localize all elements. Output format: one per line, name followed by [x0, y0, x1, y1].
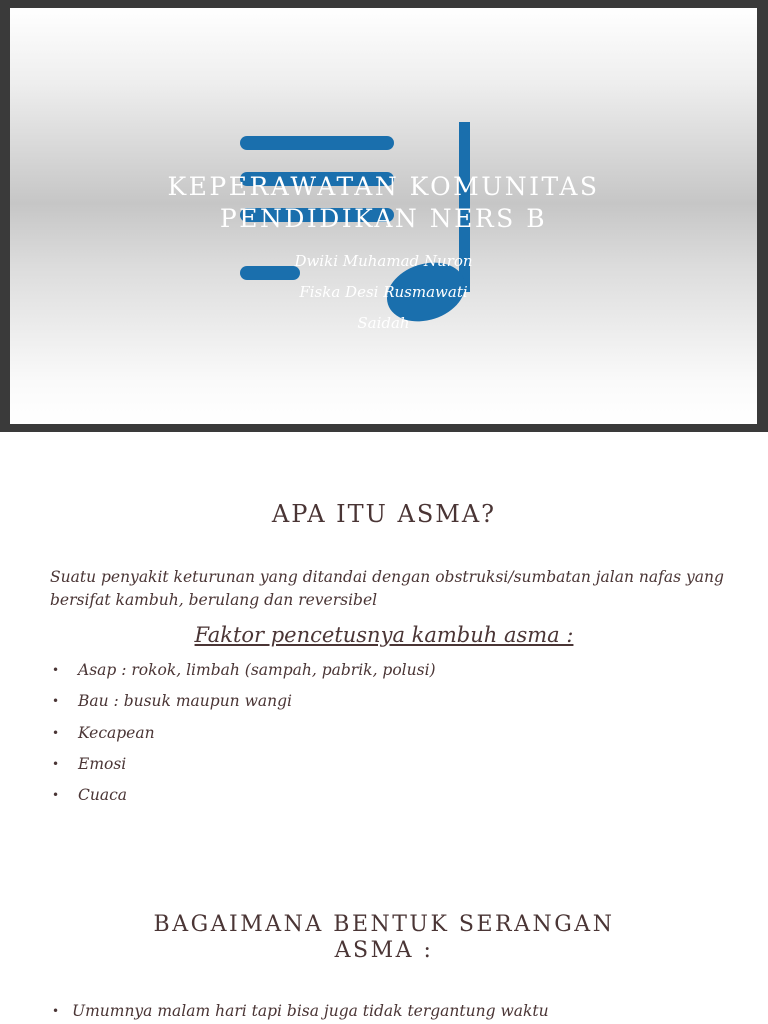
title-line-1: BAGAIMANA BENTUK SERANGAN [153, 912, 615, 937]
presentation-title [10, 171, 757, 235]
bullet: • [52, 756, 60, 771]
list-item-text: Umumnya malam hari tapi bisa juga tidak tergantung waktu [72, 1002, 549, 1020]
list-item-text: Bau : busuk maupun wangi [78, 692, 292, 711]
bullet: • [52, 663, 60, 677]
author-name: Dwiki Muhamad Nuron [294, 252, 473, 270]
list-item-text: Kecapean [78, 723, 155, 742]
list-item-text: Cuaca [78, 786, 128, 805]
author-list [10, 246, 757, 339]
list-item [50, 999, 549, 1023]
factor-list [50, 658, 436, 814]
title-slide [10, 8, 757, 424]
list-item [50, 658, 436, 689]
list-item [50, 783, 436, 814]
bullet: • [52, 1004, 60, 1018]
bullet: • [52, 694, 60, 709]
bullet: • [52, 725, 60, 740]
attack-list [50, 999, 549, 1023]
factors-heading: Faktor pencetusnya kambuh asma : [194, 623, 574, 647]
list-item [50, 721, 436, 752]
bullet: • [52, 788, 60, 803]
definition-text: Suatu penyakit keturunan yang ditandai dengan obstruksi/sumbatan jalan nafas yang bersifat kambuh, berulang dan reversibel [50, 568, 724, 609]
section-title: APA ITU ASMA? [271, 500, 497, 528]
list-item-text: Emosi [78, 754, 127, 773]
author-name: Fiska Desi Rusmawati [299, 283, 468, 301]
list-item [50, 752, 436, 783]
content-slide [0, 432, 768, 1024]
title-line-2: PENDIDIKAN NERS B [219, 204, 548, 233]
section-title-attack [0, 912, 768, 964]
author-name: Saidah [357, 314, 410, 332]
title-line-1: KEPERAWATAN KOMUNITAS [167, 172, 600, 201]
list-item [50, 689, 436, 720]
title-line-2: ASMA : [334, 938, 434, 963]
list-item-text: Asap : rokok, limbah (sampah, pabrik, polusi) [78, 661, 436, 679]
